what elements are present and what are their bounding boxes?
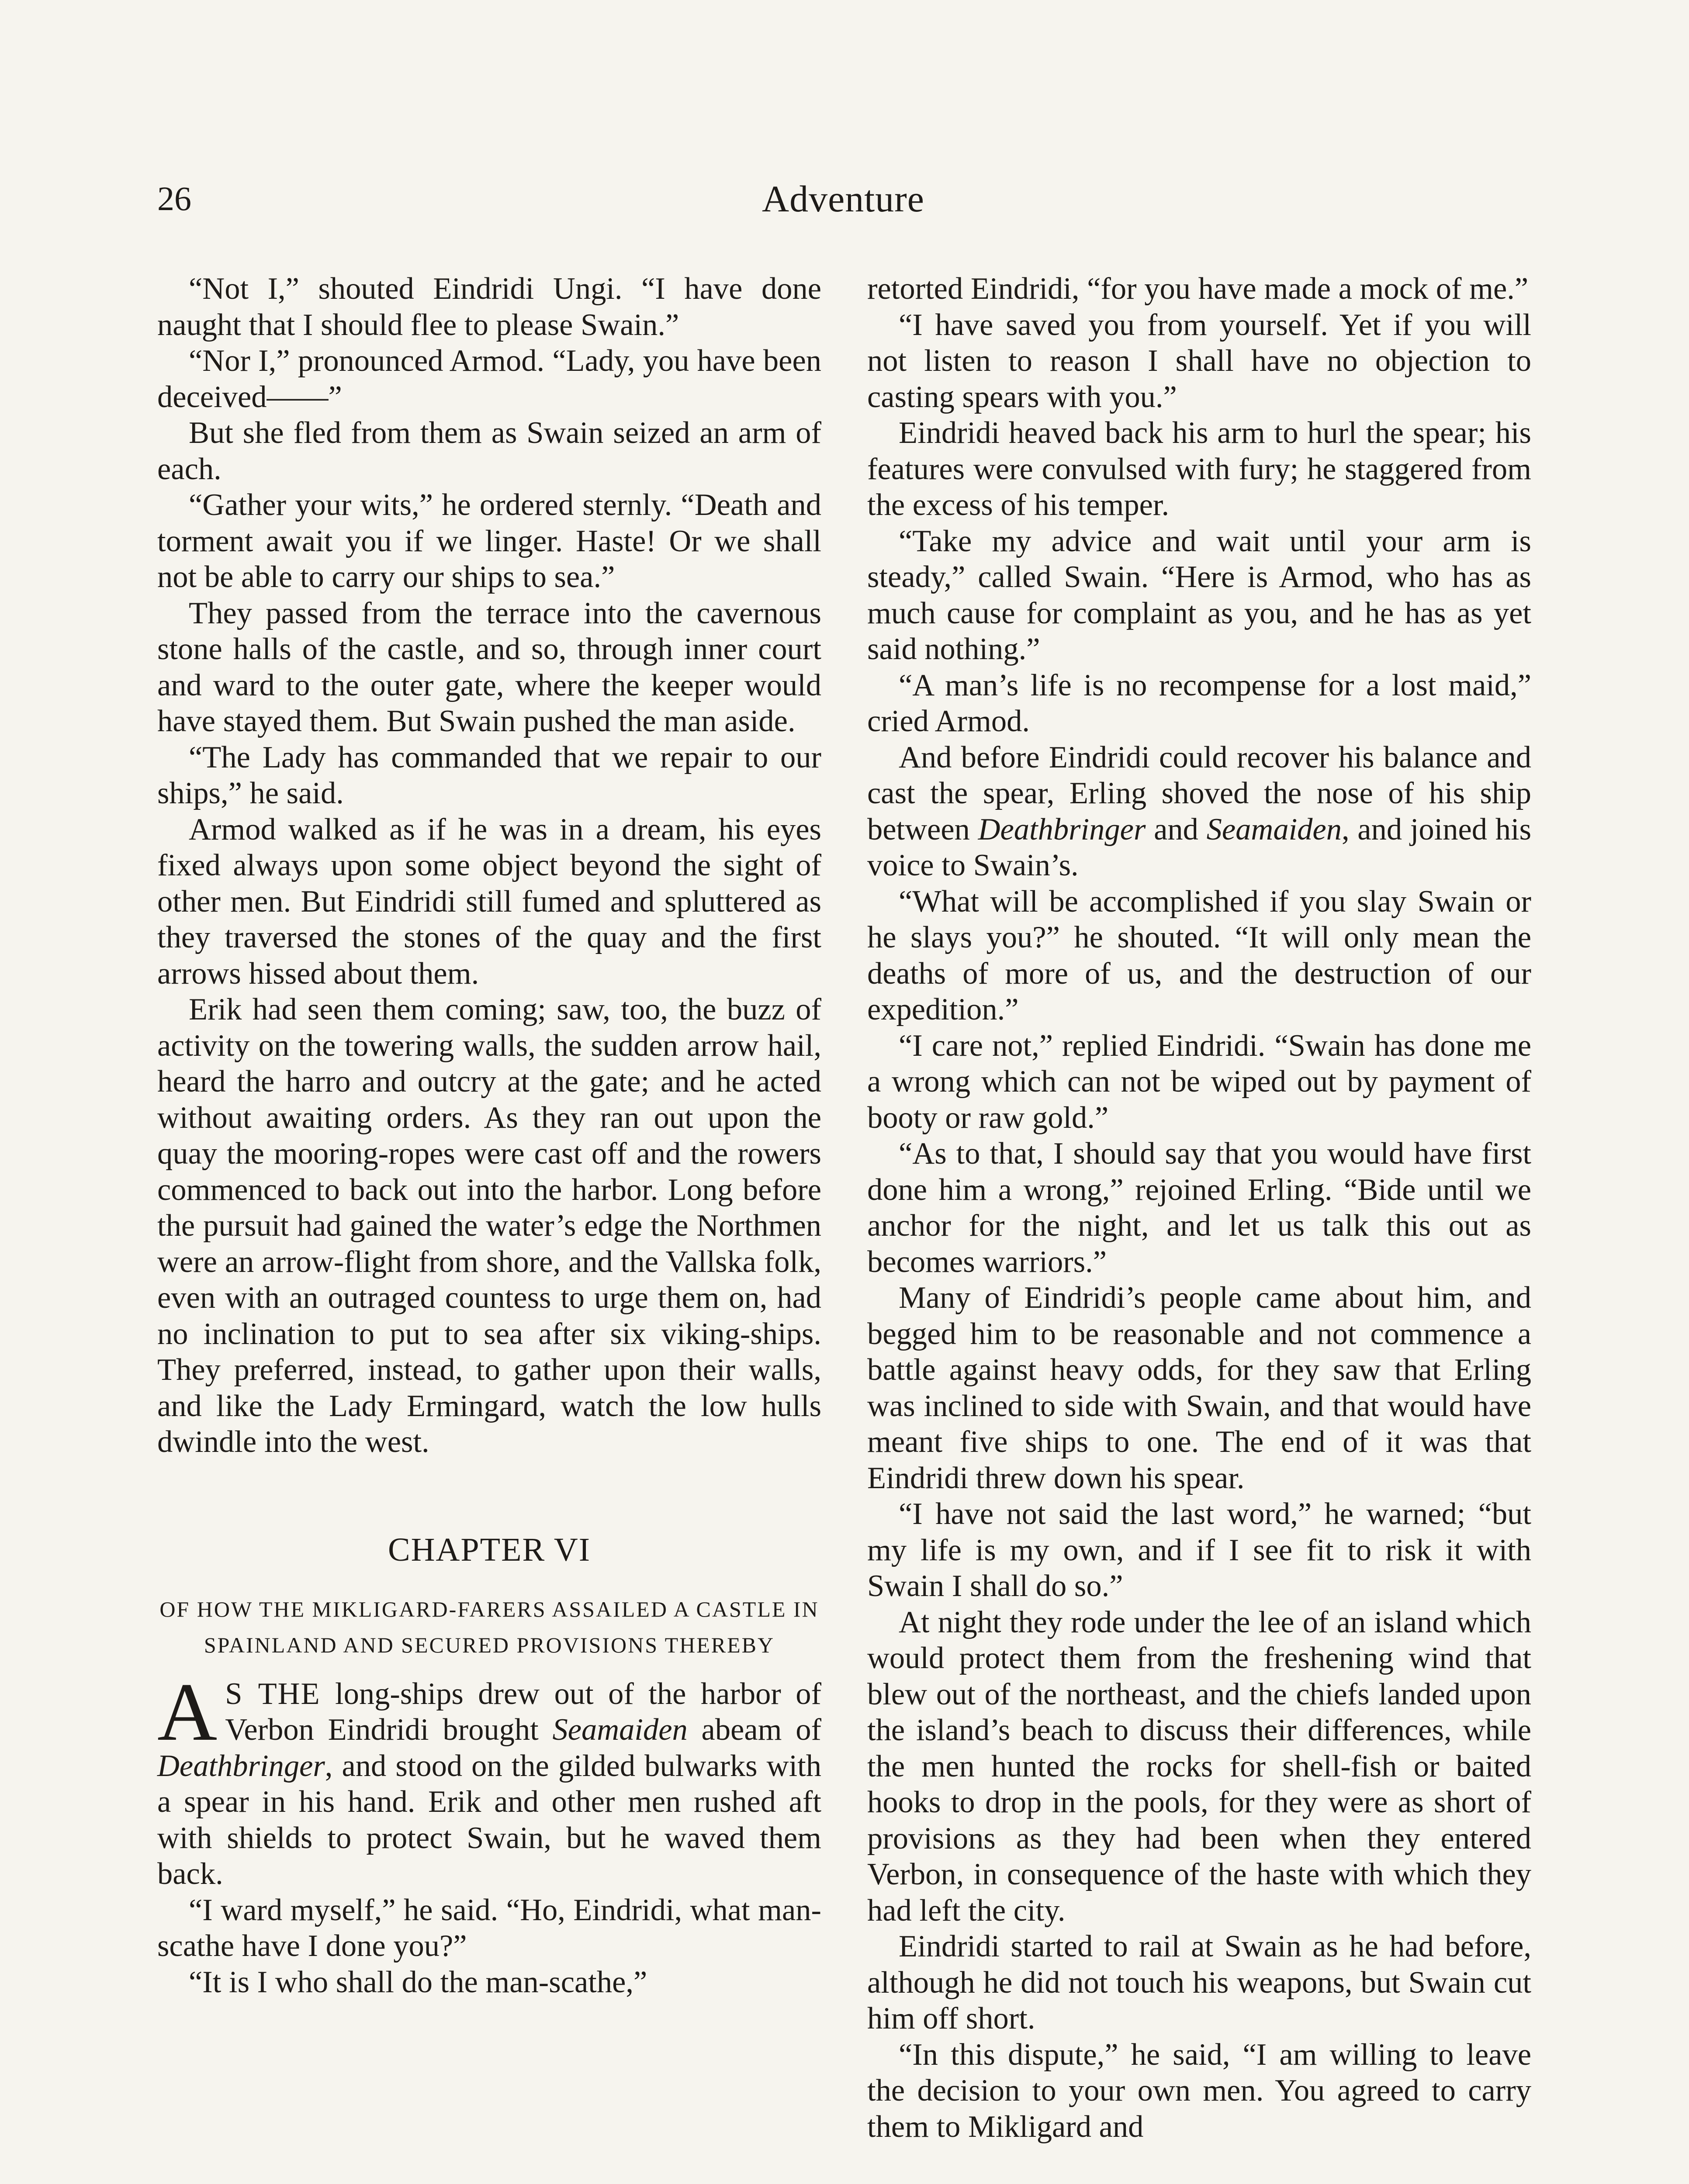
paragraph: Eindridi started to rail at Swain as he had before, although he did not touch his weapons, but Swain cut him off short. <box>867 1929 1531 2035</box>
ship-name: Seamaiden <box>1206 812 1342 847</box>
paragraph: “The Lady has commanded that we repair to our ships,” he said. <box>157 740 821 810</box>
chapter-title: CHAPTER VI <box>388 1531 591 1568</box>
left-column <box>157 271 821 2000</box>
paragraph: They passed from the terrace into the cavernous stone halls of the castle, and so, through inner court and ward to the outer gate, where the keeper would have stayed them. But Swain pushed the man aside. <box>157 596 821 738</box>
ship-name: Seamaiden <box>552 1713 688 1747</box>
paragraph: “What will be accomplished if you slay Swain or he slays you?” he shouted. “It will only mean the deaths of more of us, and the destruction of our expedition.” <box>867 884 1531 1026</box>
text-segment: and <box>1146 812 1207 847</box>
paragraph: But she fled from them as Swain seized an arm of each. <box>157 416 821 486</box>
paragraph: “I have saved you from yourself. Yet if you will not listen to reason I shall have no objection to casting spears with you.” <box>867 308 1531 414</box>
text-segment: And before Eindridi could recover his balance and cast the spear, Erling shoved the nose of his ship between <box>867 740 1531 847</box>
paragraph: “Take my advice and wait until your arm is steady,” called Swain. “Here is Armod, who has as much cause for complaint as you, and he has as yet said nothing.” <box>867 524 1531 666</box>
paragraph <box>867 740 1531 884</box>
paragraph: “Not I,” shouted Eindridi Ungi. “I have done naught that I should flee to please Swain.” <box>157 272 821 342</box>
right-column <box>867 271 1531 2145</box>
chapter-opening-paragraph <box>157 1666 821 1892</box>
chapter-spacer <box>157 1460 821 1526</box>
paragraph: Eindridi heaved back his arm to hurl the spear; his features were convulsed with fury; he staggered from the excess of his temper. <box>867 416 1531 522</box>
text-segment: long-ships drew out of the harbor of Verbon Eindridi brought <box>225 1676 821 1747</box>
paragraph: At night they rode under the lee of an island which would protect them from the freshening wind that blew out of the northeast, and the chiefs landed upon the island’s beach to discuss their differences, while the men hunted the rocks for shell-fish or baited hooks to drop in the pools, for they were as short of provisions as they had been when they entered Verbon, in consequence of the haste with which they had left the city. <box>867 1605 1531 1928</box>
ship-name: Deathbringer <box>978 812 1146 847</box>
page-header <box>157 175 1529 227</box>
paragraph: “I ward myself,” he said. “Ho, Eindridi, what man-scathe have I done you?” <box>157 1893 821 1963</box>
text-segment: , and joined his voice to Swain’s. <box>867 812 1531 882</box>
chapter-summary: OF HOW THE MIKLIGARD-FARERS ASSAILED A CASTLE IN SPAINLAND AND SECURED PROVISIONS THEREBY <box>159 1597 819 1657</box>
paragraph: “Gather your wits,” he ordered sternly. “Death and torment await you if we linger. Haste! Or we shall not be able to carry our ships to sea.” <box>157 488 821 594</box>
paragraph: “A man’s life is no recompense for a lost maid,” cried Armod. <box>867 668 1531 738</box>
paragraph: Armod walked as if he was in a dream, his eyes fixed always upon some object beyond the sight of other men. But Eindridi still fumed and spluttered as they traversed the stones of the quay and the first arrows hissed about them. <box>157 812 821 991</box>
lead-caps: S THE <box>225 1676 321 1711</box>
ship-name: Deathbringer <box>157 1749 325 1783</box>
paragraph: Many of Eindridi’s people came about him, and begged him to be reasonable and not commence a battle against heavy odds, for they saw that Erling was inclined to side with Swain, and that would have meant five ships to one. The end of it was that Eindridi threw down his spear. <box>867 1281 1531 1495</box>
paragraph: Erik had seen them coming; saw, too, the buzz of activity on the towering walls, the sudden arrow hail, heard the harro and outcry at the gate; and he acted without awaiting orders. As they ran out upon the quay the mooring-ropes were cast off and the rowers commenced to back out into the harbor. Long before the pursuit had gained the water’s edge the Northmen were an arrow-flight from shore, and the Vallska folk, even with an outraged countess to urge them on, had no inclination to put to sea after six viking-ships. They preferred, instead, to gather upon their walls, and like the Lady Ermingard, watch the low hulls dwindle into the west. <box>157 992 821 1459</box>
drop-cap: A <box>157 1666 218 1758</box>
paragraph: “In this dispute,” he said, “I am willing to leave the decision to your own men. You agreed to carry them to Mikligard and <box>867 2037 1531 2144</box>
paragraph: “I have not said the last word,” he warned; “but my life is my own, and if I see fit to risk it with Swain I shall do so.” <box>867 1497 1531 1603</box>
paragraph: “It is I who shall do the man-scathe,” <box>189 1965 647 1999</box>
running-title: Adventure <box>762 178 924 220</box>
left-paragraphs <box>157 271 821 1460</box>
page-number: 26 <box>157 180 191 218</box>
text-segment: abeam of <box>687 1713 821 1747</box>
paragraph: “As to that, I should say that you would have first done him a wrong,” rejoined Erling. “Bide until we anchor for the night, and let us talk this out as becomes warriors.” <box>867 1137 1531 1279</box>
text-segment: , and stood on the gilded bulwarks with a spear in his hand. Erik and other men rushed aft with shields to protect Swain, but he waved them back. <box>157 1749 821 1891</box>
continued-paragraph: retorted Eindridi, “for you have made a mock of me.” <box>867 272 1529 306</box>
paragraph: “I care not,” replied Eindridi. “Swain has done me a wrong which can not be wiped out by payment of booty or raw gold.” <box>867 1028 1531 1135</box>
paragraph: “Nor I,” pronounced Armod. “Lady, you have been deceived——” <box>157 344 821 414</box>
